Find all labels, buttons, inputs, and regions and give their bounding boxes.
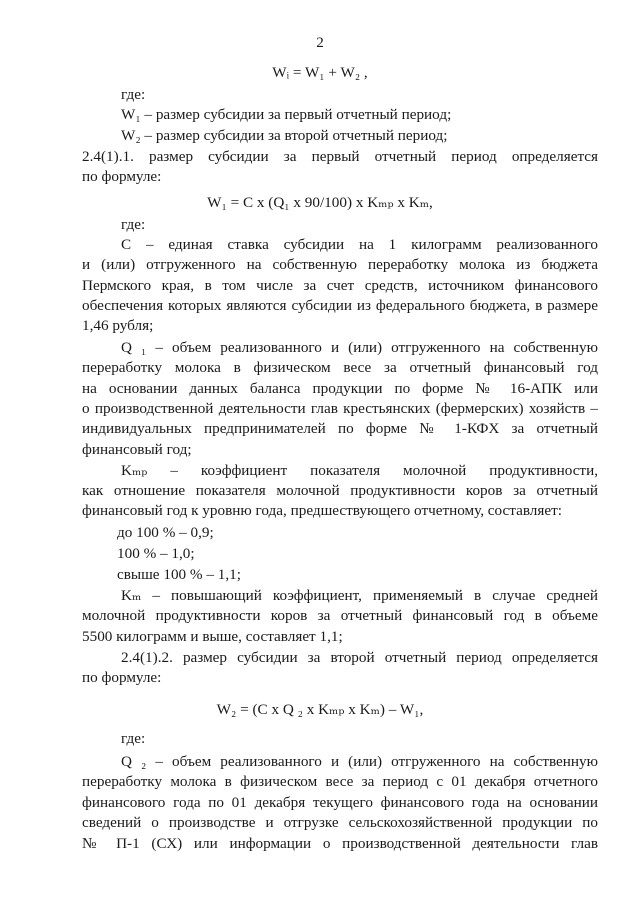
q1-definition-line: о производственной деятельности глав крестьянских (фермерских) хозяйств –: [82, 400, 598, 417]
page-number: 2: [316, 34, 324, 51]
kmp-definition-line: финансовый год к уровню года, предшествующего отчетному, составляет:: [82, 502, 562, 519]
q1-definition-line: на основании данных баланса продукции по форме № 16-АПК или: [82, 380, 598, 397]
q1-definition-line: финансовый год;: [82, 441, 192, 458]
where-label: где:: [121, 730, 146, 747]
km-definition-line: молочной продуктивности коров за отчетный финансовый год в объеме: [82, 607, 598, 624]
c-definition-line: C – единая ставка субсидии на 1 килограмм реализованного: [121, 236, 598, 253]
q1-definition-line: переработку молока в физическом весе за отчетный финансовый год: [82, 359, 598, 376]
c-definition-line: 1,46 рубля;: [82, 317, 154, 334]
q2-definition-line: финансового года по 01 декабря текущего финансового года на основании: [82, 794, 598, 811]
clause-241-line: 2.4(1).1. размер субсидии за первый отчетный период определяется: [82, 148, 598, 165]
c-definition-line: обеспечения которых являются субсидии из федерального бюджета, в размере: [82, 297, 598, 314]
clause-242-line: 2.4(1).2. размер субсидии за второй отчетный период определяется: [121, 649, 598, 666]
c-definition-line: Пермского края, в том числе за счет средств, источником финансового: [82, 277, 598, 294]
clause-242-line: по формуле:: [82, 669, 162, 686]
q2-definition-line: Q ₂ – объем реализованного и (или) отгруженного на собственную: [121, 753, 598, 770]
coefficient-option: до 100 % – 0,9;: [117, 524, 214, 541]
formula-w2: W₂ = (C x Q ₂ x Kₘₚ x Kₘ) – W₁,: [216, 701, 424, 718]
kmp-definition-line: как отношение показателя молочной продуктивности коров за отчетный: [82, 482, 598, 499]
w1-definition: W₁ – размер субсидии за первый отчетный период;: [121, 106, 452, 123]
kmp-definition-line: Kₘₚ – коэффициент показателя молочной продуктивности,: [121, 462, 598, 479]
w2-definition: W₂ – размер субсидии за второй отчетный период;: [121, 127, 448, 144]
km-definition-line: 5500 килограмм и выше, составляет 1,1;: [82, 628, 343, 645]
c-definition-line: и (или) отгруженного на собственную переработку молока из бюджета: [82, 256, 598, 273]
q1-definition-line: Q ₁ – объем реализованного и (или) отгруженного на собственную: [121, 339, 598, 356]
formula-w1: W₁ = C x (Q₁ x 90/100) x Kₘₚ x Kₘ,: [207, 194, 433, 211]
q2-definition-line: переработку молока в физическом весе за период с 01 декабря отчетного: [82, 773, 598, 790]
km-definition-line: Kₘ – повышающий коэффициент, применяемый в случае средней: [121, 587, 598, 604]
q1-definition-line: индивидуальных предпринимателей по форме № 1-КФХ за отчетный: [82, 420, 598, 437]
formula-w: Wᵢ = W₁ + W₂ ,: [272, 64, 368, 81]
where-label: где:: [121, 86, 146, 103]
coefficient-option: свыше 100 % – 1,1;: [117, 566, 241, 583]
where-label: где:: [121, 216, 146, 233]
q2-definition-line: № П-1 (СХ) или информации о производственной деятельности глав: [82, 835, 598, 852]
clause-241-line: по формуле:: [82, 168, 162, 185]
coefficient-option: 100 % – 1,0;: [117, 545, 195, 562]
q2-definition-line: сведений о производстве и отгрузке сельскохозяйственной продукции по: [82, 814, 598, 831]
